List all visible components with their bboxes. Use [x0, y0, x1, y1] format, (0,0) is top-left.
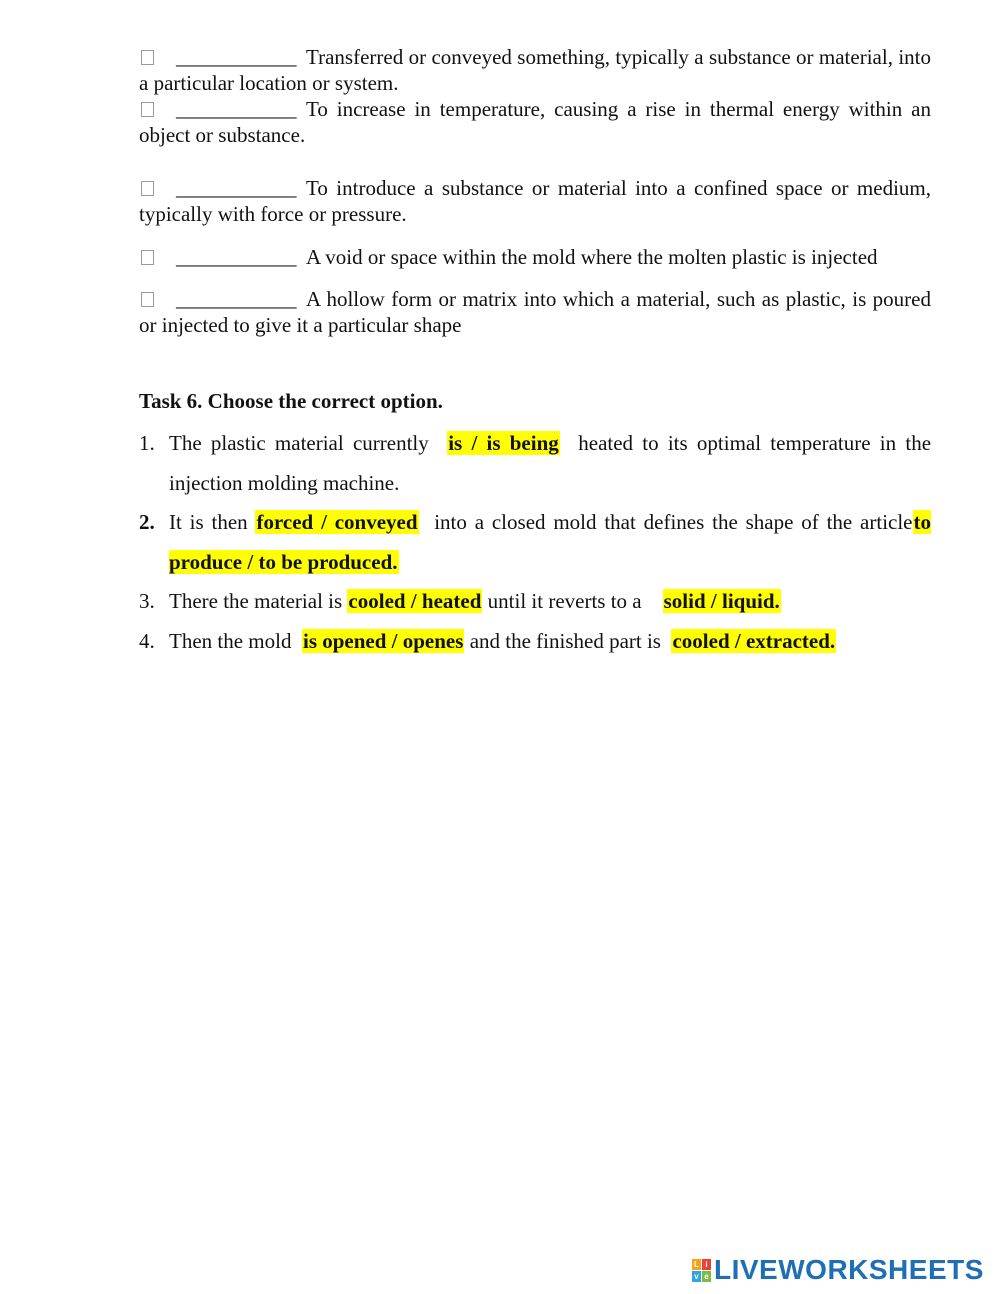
item-text: There the material is: [169, 589, 343, 613]
item-text: The plastic material currently: [169, 431, 429, 455]
answer-blank[interactable]: ____________: [176, 45, 296, 69]
item-text: and the finished part is: [469, 628, 661, 653]
logo-mark-letter: e: [702, 1271, 711, 1282]
list-item: [139, 622, 931, 662]
list-item: [139, 582, 931, 622]
definition-text: A void or space within the mold where the molten plastic is injected: [306, 245, 878, 269]
answer-blank[interactable]: ____________: [176, 176, 296, 200]
item-number: 1.: [139, 431, 155, 455]
checkbox-icon[interactable]: [141, 181, 154, 196]
item-text: until it reverts to a: [487, 589, 642, 613]
logo-mark-letter: L: [692, 1259, 701, 1270]
option-choice[interactable]: solid / liquid.: [663, 589, 780, 613]
list-item: [139, 424, 931, 503]
logo-mark-icon: [692, 1259, 711, 1282]
checkbox-icon[interactable]: [141, 50, 154, 65]
logo-text: LIVEWORKSHEETS: [714, 1254, 984, 1285]
definition-item: [139, 44, 931, 96]
logo-mark-letter: v: [692, 1271, 701, 1282]
checkbox-icon[interactable]: [141, 292, 154, 307]
definition-text: To introduce a substance or material into a confined space or medium, typically with force or pressure.: [139, 176, 931, 226]
item-number: 4.: [139, 628, 155, 653]
definition-item: [139, 96, 931, 148]
task-6-title: Task 6. Choose the correct option.: [139, 389, 443, 413]
worksheet-page: [139, 44, 931, 661]
item-text: It is then: [169, 510, 248, 534]
item-text: heated to its optimal temperature in the injection molding machine.: [169, 431, 932, 495]
option-choice[interactable]: cooled / heated: [348, 589, 482, 613]
option-choice[interactable]: is / is being: [448, 431, 559, 455]
task-6-list: [139, 424, 931, 661]
checkbox-icon[interactable]: [141, 250, 154, 265]
definition-item: [139, 286, 931, 338]
liveworksheets-logo: [692, 1255, 984, 1285]
option-choice[interactable]: is opened / openes: [302, 628, 464, 653]
item-text: into a closed mold that defines the shape of the article: [434, 510, 913, 534]
answer-blank[interactable]: ____________: [176, 245, 296, 269]
definition-text: A hollow form or matrix into which a material, such as plastic, is poured or injected to give it a particular shape: [139, 287, 931, 337]
definition-item: [139, 175, 931, 227]
definition-text: To increase in temperature, causing a rise in thermal energy within an object or substance.: [139, 97, 931, 147]
list-item: [139, 503, 931, 582]
option-choice[interactable]: forced / conveyed: [256, 510, 418, 534]
logo-mark-letter: i: [702, 1259, 711, 1270]
checkbox-icon[interactable]: [141, 102, 154, 117]
item-text: Then the mold: [169, 628, 292, 653]
definition-item: [139, 244, 931, 270]
answer-blank[interactable]: ____________: [176, 97, 296, 121]
answer-blank[interactable]: ____________: [176, 287, 296, 311]
option-choice[interactable]: to produce / to be produced.: [169, 510, 932, 574]
definition-text: Transferred or conveyed something, typically a substance or material, into a particular location or system.: [139, 45, 931, 95]
item-number: 3.: [139, 589, 155, 613]
option-choice[interactable]: cooled / extracted.: [672, 628, 836, 653]
item-number: 2.: [139, 510, 155, 534]
